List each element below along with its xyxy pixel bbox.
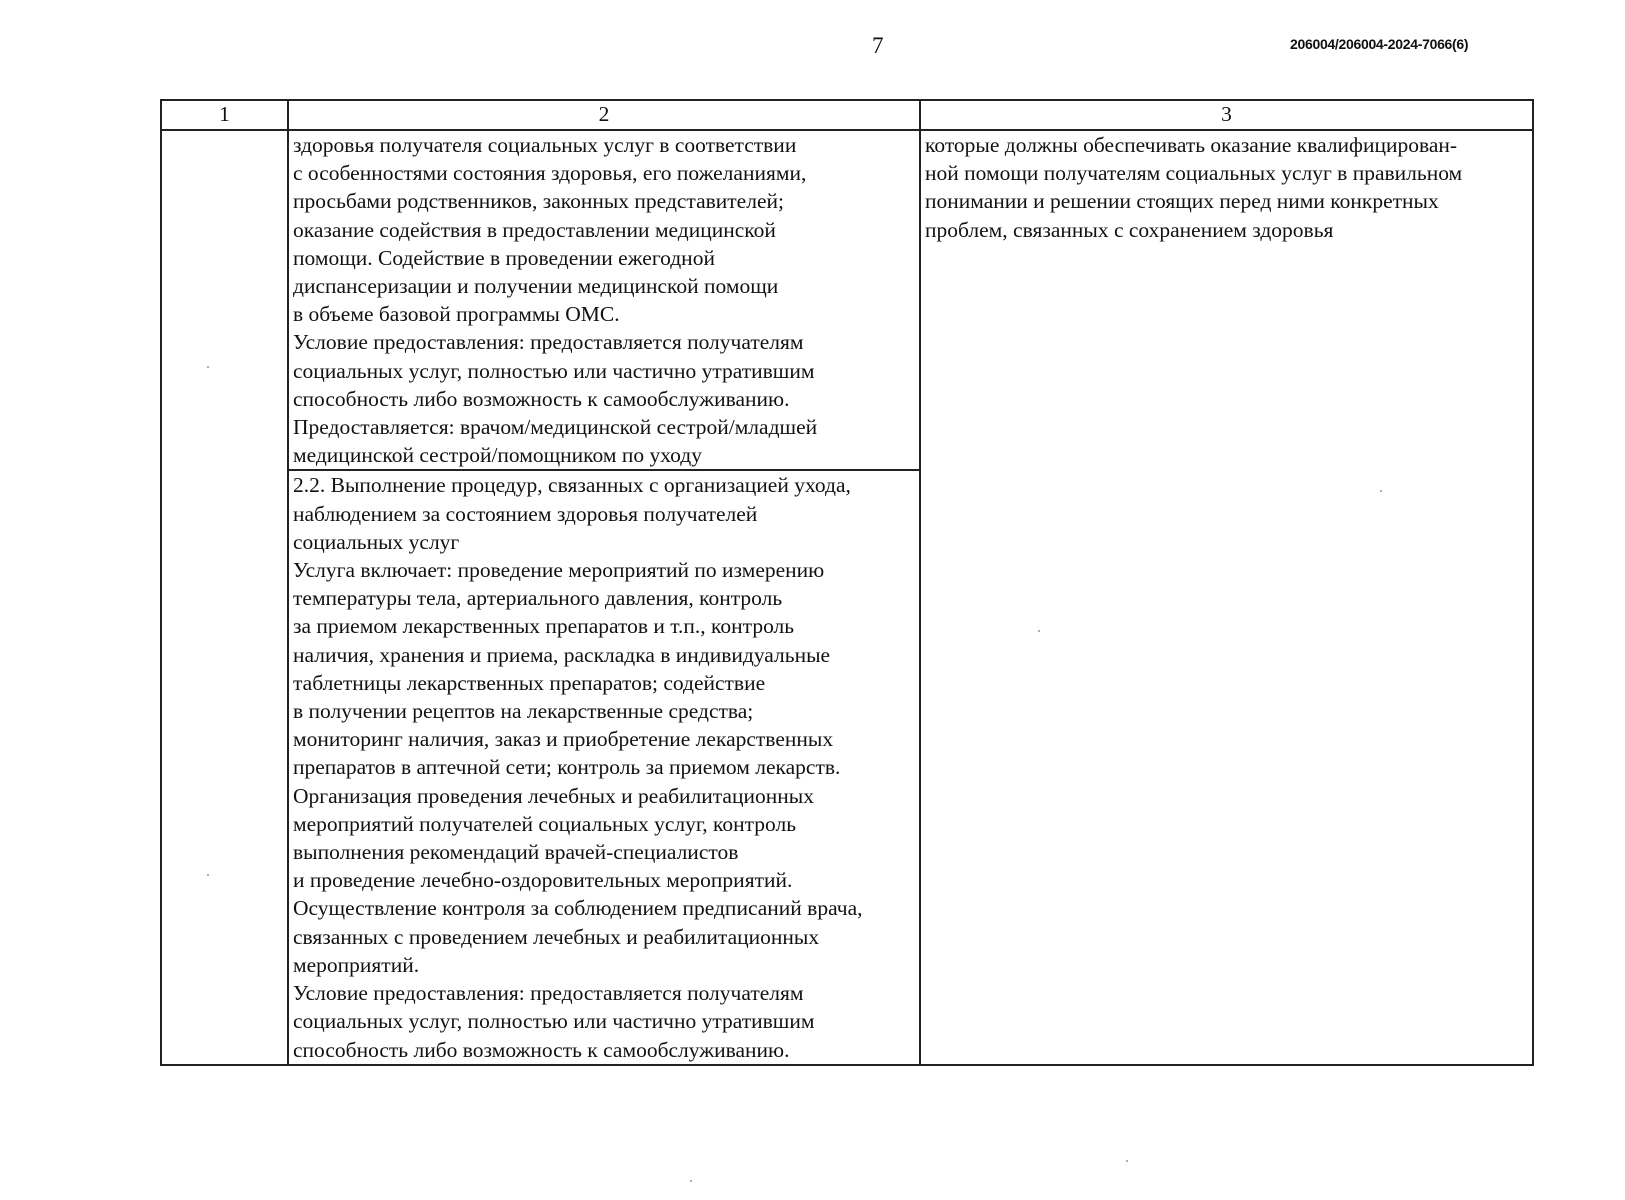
table-header-row: [161, 100, 1533, 130]
scan-speck: [1038, 630, 1040, 632]
scan-speck: [207, 366, 209, 368]
column-header-1: 1: [161, 100, 288, 130]
row-number-cell: [161, 130, 288, 1065]
service-requirements-cell: которые должны обеспечивать оказание квалифицирован- ной помощи получателям социальных услуг в правильном понимании и решении стоящих перед ними конкретных проблем, связанных с сохранением здоровья: [920, 130, 1533, 1065]
scan-speck: [1380, 490, 1382, 492]
services-table: [160, 99, 1534, 1066]
page-number: 7: [872, 33, 884, 58]
service-description-cell: здоровья получателя социальных услуг в соответствии с особенностями состояния здоровья, его пожеланиями, просьбами родственников, законных представителей; оказание содействия в предоставлении медицинской помощи. Содействие в проведении ежегодной диспансеризации и получении медицинской помощи в объеме базовой программы ОМС. Условие предоставления: предоставляется получателям социальных услуг, полностью или частично утратившим способность либо возможность к самообслуживанию. Предоставляется: врачом/медицинской сестрой/младшей медицинской сестрой/помощником по уходу: [288, 130, 920, 470]
scan-speck: [207, 874, 209, 876]
column-header-3: 3: [920, 100, 1533, 130]
scan-speck: [1126, 1160, 1128, 1162]
service-description-cell: 2.2. Выполнение процедур, связанных с организацией ухода, наблюдением за состоянием здоровья получателей социальных услуг Услуга включает: проведение мероприятий по измерению температуры тела, артериального давления, контроль за приемом лекарственных препаратов и т.п., контроль наличия, хранения и приема, раскладка в индивидуальные таблетницы лекарственных препаратов; содействие в получении рецептов на лекарственные средства; мониторинг наличия, заказ и приобретение лекарственных препаратов в аптечной сети; контроль за приемом лекарств. Организация проведения лечебных и реабилитационных мероприятий получателей социальных услуг, контроль выполнения рекомендаций врачей-специалистов и проведение лечебно-оздоровительных мероприятий. Осуществление контроля за соблюдением предписаний врача, связанных с проведением лечебных и реабилитационных мероприятий. Условие предоставления: предоставляется получателям социальных услуг, полностью или частично утратившим способность либо возможность к самообслуживанию.: [288, 470, 920, 1064]
scan-speck: [690, 1180, 692, 1182]
column-header-2: 2: [288, 100, 920, 130]
document-id: 206004/206004-2024-7066(6): [1290, 36, 1469, 52]
table-row: [161, 130, 1533, 470]
